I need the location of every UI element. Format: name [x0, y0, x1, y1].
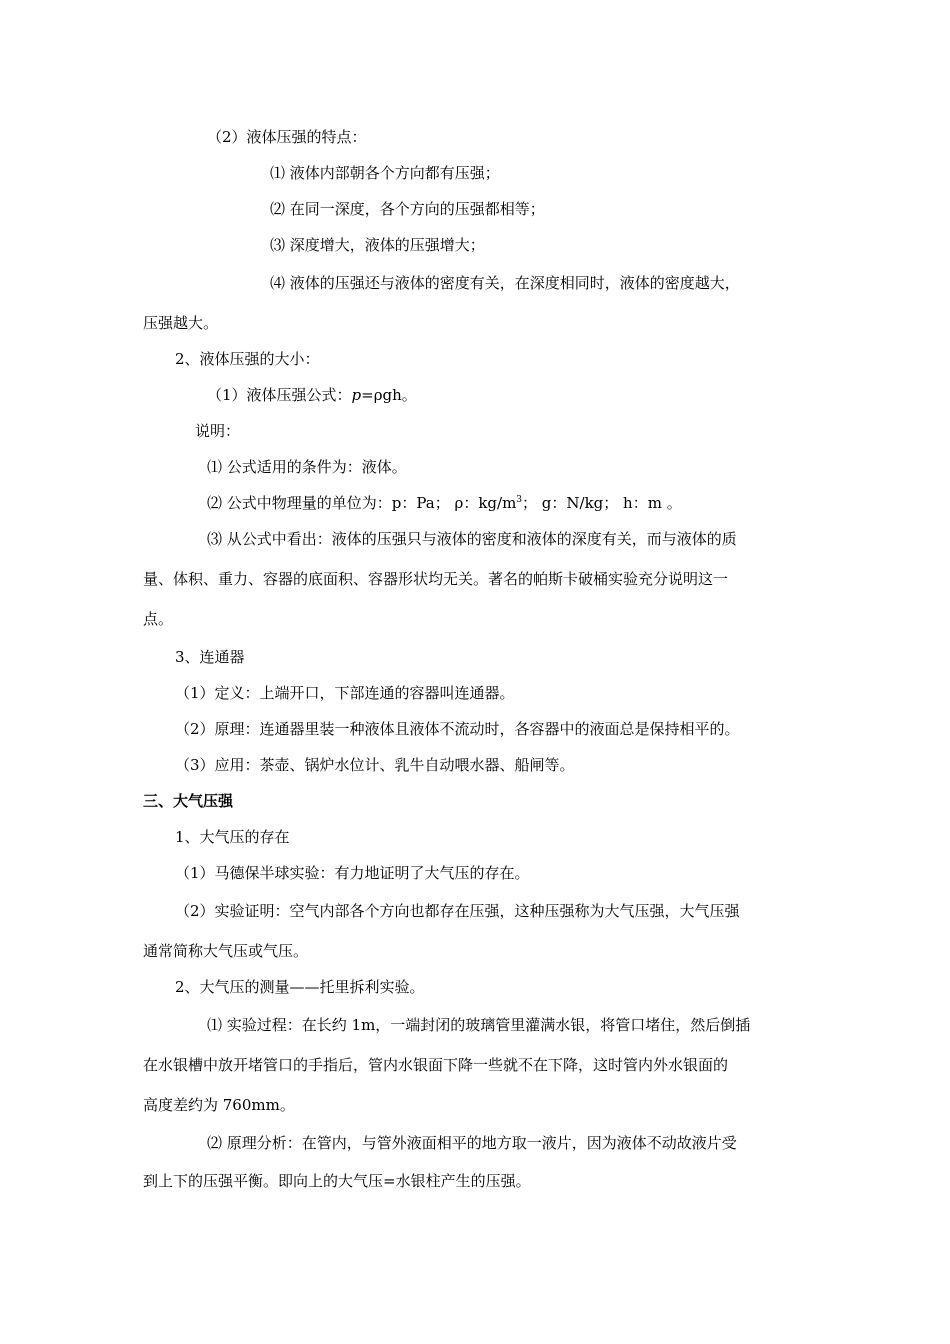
torricelli-process-continued-2: 高度差约为 760mm。 — [143, 1096, 295, 1114]
note-label: 说明： — [195, 422, 241, 440]
torricelli-principle-continued: 到上下的压强平衡。即向上的大气压=水银柱产生的压强。 — [143, 1172, 531, 1190]
units-superscript: 3 — [516, 495, 523, 505]
note-item-3: ⑶ 从公式中看出：液体的压强只与液体的密度和液体的深度有关，而与液体的质 — [207, 530, 737, 548]
connected-vessels-principle: （2）原理：连通器里装一种液体且液体不流动时，各容器中的液面总是保持相平的。 — [175, 720, 740, 738]
note-item-3-continued-1: 量、体积、重力、容器的底面积、容器形状均无关。著名的帕斯卡破桶实验充分说明这一 — [143, 570, 729, 588]
formula-line — [207, 385, 417, 405]
units-text-a: ⑵ 公式中物理量的单位为：p：Pa； ρ：kg/m — [207, 494, 517, 512]
feature-item-1: ⑴ 液体内部朝各个方向都有压强； — [270, 164, 500, 182]
experiment-proof: （2）实验证明：空气内部各个方向也都存在压强，这种压强称为大气压强，大气压强 — [175, 902, 740, 920]
torricelli-process: ⑴ 实验过程：在长约 1m，一端封闭的玻璃管里灌满水银，将管口堵住，然后倒插 — [207, 1016, 751, 1034]
formula-expression: =ρgh。 — [361, 386, 417, 404]
experiment-proof-continued: 通常简称大气压或气压。 — [143, 942, 309, 960]
note-item-3-continued-2: 点。 — [143, 610, 174, 628]
heading-atmospheric-pressure-existence: 1、大气压的存在 — [175, 828, 290, 846]
heading-liquid-pressure-magnitude: 2、液体压强的大小： — [175, 350, 320, 368]
magdeburg-experiment: （1）马德保半球实验：有力地证明了大气压的存在。 — [175, 864, 530, 882]
feature-item-3: ⑶ 深度增大，液体的压强增大； — [270, 236, 485, 254]
heading-connected-vessels: 3、连通器 — [175, 648, 245, 666]
torricelli-process-continued-1: 在水银槽中放开堵管口的手指后，管内水银面下降一些就不在下降，这时管内外水银面的 — [143, 1056, 729, 1074]
units-text-b: ； g：N/kg； h：m 。 — [522, 494, 682, 512]
formula-label: （1）液体压强公式： — [207, 386, 352, 404]
heading-atmospheric-pressure-measurement: 2、大气压的测量——托里拆利实验。 — [175, 978, 425, 996]
heading-liquid-pressure-features: （2）液体压强的特点： — [207, 128, 367, 146]
feature-item-2: ⑵ 在同一深度，各个方向的压强都相等； — [270, 200, 545, 218]
note-item-2 — [207, 493, 682, 513]
feature-item-4-continued: 压强越大。 — [143, 314, 219, 332]
formula-symbol-p: p — [351, 386, 362, 404]
section-heading-atmospheric-pressure: 三、大气压强 — [143, 792, 234, 810]
connected-vessels-definition: （1）定义：上端开口，下部连通的容器叫连通器。 — [175, 684, 515, 702]
torricelli-principle: ⑵ 原理分析：在管内，与管外液面相平的地方取一液片，因为液体不动故液片受 — [207, 1134, 737, 1152]
feature-item-4: ⑷ 液体的压强还与液体的密度有关，在深度相同时，液体的密度越大， — [270, 274, 740, 292]
note-item-1: ⑴ 公式适用的条件为：液体。 — [207, 458, 407, 476]
connected-vessels-applications: （3）应用：茶壶、锅炉水位计、乳牛自动喂水器、船闸等。 — [175, 756, 575, 774]
